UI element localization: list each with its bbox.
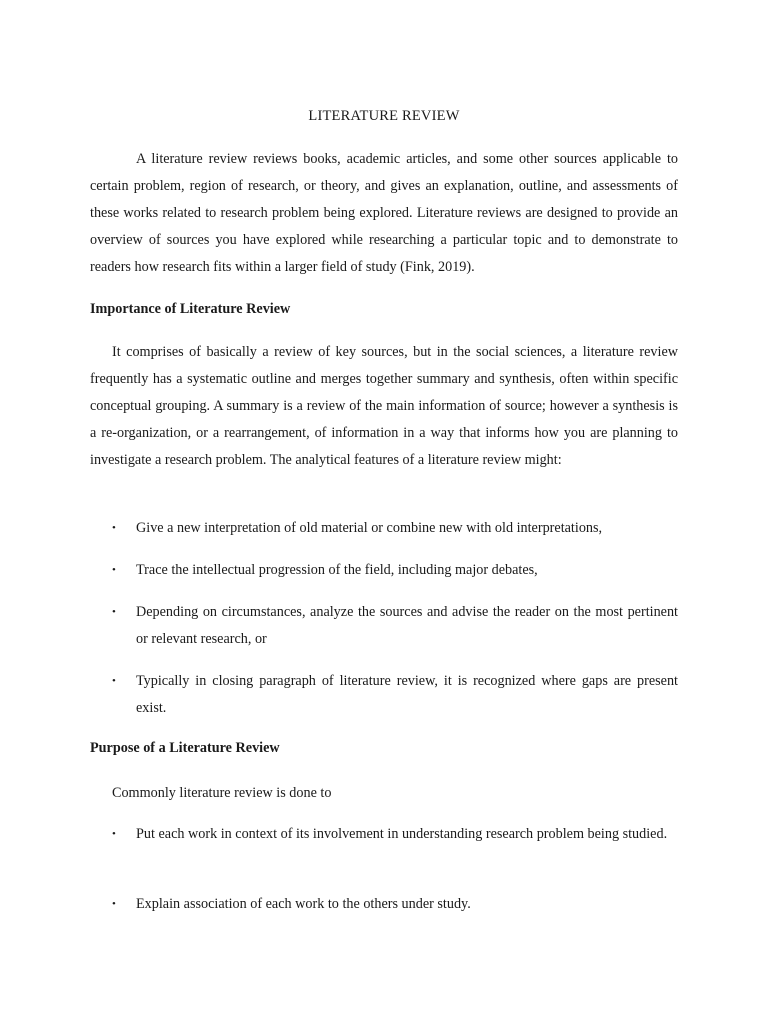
list-item-text: Trace the intellectual progression of the field, including major debates,: [136, 562, 538, 578]
list-item-text: Typically in closing paragraph of literature review, it is recognized where gaps are present exist.: [136, 673, 678, 716]
list-item-text: Depending on circumstances, analyze the sources and advise the reader on the most pertinent or relevant research, or: [136, 604, 678, 647]
purpose-intro-text: Commonly literature review is done to: [112, 785, 332, 801]
bullet-icon: •: [112, 564, 116, 576]
list-item-text: Put each work in context of its involvement in understanding research problem being studied.: [136, 826, 668, 842]
list-item-text: Explain association of each work to the others under study.: [136, 896, 471, 912]
document-title: LITERATURE REVIEW: [308, 108, 460, 124]
bullet-icon: •: [112, 898, 116, 910]
bullet-icon: •: [112, 675, 116, 687]
bullet-icon: •: [112, 828, 116, 840]
importance-paragraph: It comprises of basically a review of key sources, but in the social sciences, a literature review frequently has a systematic outline and merges together summary and synthesis, often within specific conceptual grouping. A summary is a review of the main information of source; however a synthesis is a re-organization, or a rearrangement, of information in a way that informs how you are planning to investigate a research problem. The analytical features of a literature review might:: [90, 344, 678, 468]
list-item-text: Give a new interpretation of old material or combine new with old interpretations,: [136, 520, 603, 536]
intro-paragraph: A literature review reviews books, academic articles, and some other sources applicable to certain problem, region of research, or theory, and gives an explanation, outline, and assessments of these works related to research problem being explored. Literature reviews are designed to provide an overview of sources you have explored while researching a particular topic and to demonstrate to readers how research fits within a larger field of study (Fink, 2019).: [90, 151, 678, 275]
bullet-icon: •: [112, 522, 116, 534]
bullet-icon: •: [112, 606, 116, 618]
importance-heading: Importance of Literature Review: [90, 301, 291, 317]
purpose-heading: Purpose of a Literature Review: [90, 740, 280, 756]
